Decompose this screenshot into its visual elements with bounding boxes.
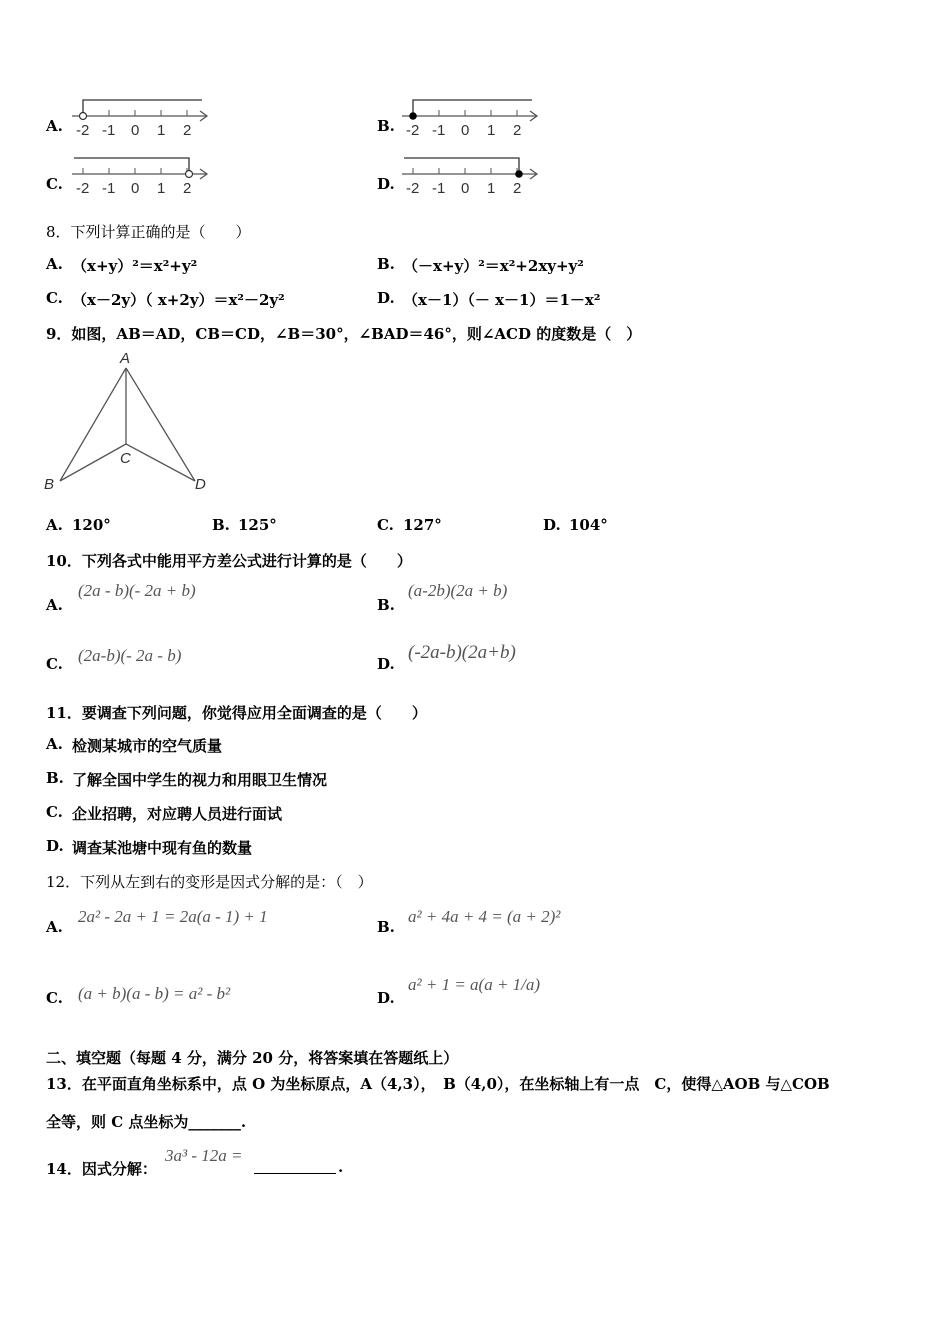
q14-answer-blank[interactable] [254,1158,336,1174]
q14-suffix: . [338,1158,344,1176]
q7-option-d-number-line [400,154,545,198]
q7-option-b-number-line [400,96,545,140]
q9-option-c-label: C. [377,516,394,534]
q13-line-2: 全等，则 C 点坐标为_______. [46,1113,247,1131]
q7-option-a-number-line [70,96,215,140]
q7-option-d-label: D. [377,175,395,193]
closed-dot-icon [515,170,523,178]
q14-prefix: 14．因式分解： [46,1160,157,1178]
closed-dot-icon [409,112,417,120]
tick-label: 2 [513,180,522,197]
q10-option-c-label: C. [46,655,63,673]
q8-option-b-label: B. [377,255,395,273]
tick-label: -2 [76,180,90,197]
point-label-d: D [195,476,206,493]
q10-option-b-expr: (a-2b)(2a + b) [408,581,508,600]
open-dot-icon [80,113,87,120]
tick-label: -1 [102,180,116,197]
q8-option-a-label: A. [46,255,63,273]
tick-label: 0 [131,180,140,197]
q10-option-b-label: B. [377,596,395,614]
q12-option-b-expr: a² + 4a + 4 = (a + 2)² [408,907,561,926]
tick-label: 2 [183,180,192,197]
q11-stem: 11．要调查下列问题，你觉得应用全面调查的是（ ） [46,704,427,722]
q8-option-d-text: （x－1）（－ x－1）＝1－x² [403,291,601,309]
q8-option-d-label: D. [377,289,395,307]
q11-option-d-text: 调查某池塘中现有鱼的数量 [72,839,253,857]
tick-label: -1 [432,180,446,197]
tick-label: 0 [461,122,470,139]
tick-label: 2 [513,122,522,139]
tick-label: 1 [157,180,166,197]
q10-stem: 10．下列各式中能用平方差公式进行计算的是（ ） [46,552,412,570]
tick-label: -1 [432,122,446,139]
q9-option-b-text: 125° [238,516,277,534]
q7-option-b-label: B. [377,117,395,135]
q12-stem: 12．下列从左到右的变形是因式分解的是：（ ） [46,873,373,891]
q11-option-a-text: 检测某城市的空气质量 [72,737,223,755]
tick-label: 1 [157,122,166,139]
point-label-a: A [120,350,131,367]
q12-option-c-label: C. [46,989,63,1007]
q10-option-d-expr: (-2a-b)(2a+b) [408,642,516,663]
tick-label: -2 [76,122,90,139]
q11-option-d-label: D. [46,837,64,855]
q9-option-b-label: B. [212,516,230,534]
tick-label: -2 [406,122,420,139]
tick-label: 2 [183,122,192,139]
q11-option-b-text: 了解全国中学生的视力和用眼卫生情况 [72,771,328,789]
q7-option-c-label: C. [46,175,63,193]
q12-option-d-expr: a² + 1 = a(a + 1/a) [408,975,541,994]
q10-option-a-label: A. [46,596,63,614]
q12-option-a-expr: 2a² - 2a + 1 = 2a(a - 1) + 1 [78,907,268,926]
q13-line-1: 13．在平面直角坐标系中，点 O 为坐标原点，A（4,3）， B（4,0），在坐标轴上有一点 C，使得△AOB 与△COB [46,1075,830,1093]
section-2-title: 二、填空题（每题 4 分，满分 20 分，将答案填在答题纸上） [46,1049,459,1067]
q8-option-b-text: （－x+y）²＝x²+2xy+y² [403,257,584,275]
q9-option-a-label: A. [46,516,63,534]
q12-option-d-label: D. [377,989,395,1007]
tick-label: 1 [487,122,496,139]
q10-option-c-expr: (2a-b)(- 2a - b) [78,646,182,665]
q12-option-c-expr: (a + b)(a - b) = a² - b² [78,984,231,1003]
q12-option-a-label: A. [46,918,63,936]
open-dot-icon [186,171,193,178]
q8-option-c-label: C. [46,289,63,307]
q9-option-c-text: 127° [403,516,442,534]
tick-label: 0 [131,122,140,139]
tick-label: 1 [487,180,496,197]
q10-option-d-label: D. [377,655,395,673]
q12-option-b-label: B. [377,918,395,936]
point-label-c: C [120,450,131,467]
q8-stem: 8．下列计算正确的是（ ） [46,223,251,241]
q7-option-c-number-line [70,154,215,198]
q9-option-a-text: 120° [72,516,111,534]
q11-option-c-label: C. [46,803,63,821]
q9-option-d-label: D. [543,516,561,534]
q8-option-c-text: （x－2y）（ x+2y）＝x²－2y² [72,291,285,309]
point-label-b: B [44,476,55,493]
q14-expr: 3a³ - 12a = [165,1146,243,1165]
q9-option-d-text: 104° [569,516,608,534]
tick-label: -1 [102,122,116,139]
q8-option-a-text: （x+y）²＝x²+y² [72,257,198,275]
q11-option-a-label: A. [46,735,63,753]
q9-stem: 9．如图，AB＝AD，CB＝CD，∠B＝30°，∠BAD＝46°，则∠ACD 的度数是（ ） [46,325,642,343]
q11-option-c-text: 企业招聘，对应聘人员进行面试 [72,805,283,823]
q9-figure [40,348,220,498]
tick-label: -2 [406,180,420,197]
tick-label: 0 [461,180,470,197]
q11-option-b-label: B. [46,769,64,787]
q7-option-a-label: A. [46,117,63,135]
q10-option-a-expr: (2a - b)(- 2a + b) [78,581,196,600]
